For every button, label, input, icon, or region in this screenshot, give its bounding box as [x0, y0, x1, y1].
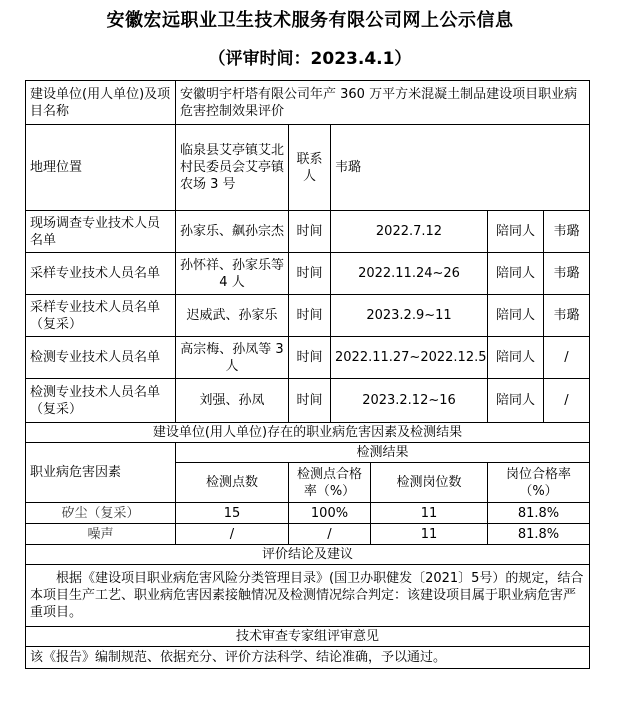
accompany-label: 陪同人: [488, 295, 544, 337]
location-label: 地理位置: [26, 125, 176, 211]
time-value: 2023.2.12~16: [331, 379, 488, 423]
staff-names: 孙家乐、飙孙宗杰: [176, 211, 289, 253]
time-label: 时间: [289, 295, 331, 337]
contact-label: 联系人: [289, 125, 331, 211]
staff-label: 采样专业技术人员名单（复采）: [26, 295, 176, 337]
conclusion-title: 评价结论及建议: [26, 545, 590, 565]
points-header: 检测点数: [176, 463, 289, 503]
pass-rate-header: 检测点合格率（%）: [289, 463, 371, 503]
posts-value: 11: [371, 503, 488, 524]
staff-row: [26, 211, 590, 253]
post-rate-value: 81.8%: [488, 503, 590, 524]
staff-names: 高宗梅、孙凤等 3 人: [176, 337, 289, 379]
time-value: 2022.11.24~26: [331, 253, 488, 295]
time-value: 2022.7.12: [331, 211, 488, 253]
factor-header: 职业病危害因素: [26, 443, 176, 503]
accompany-value: /: [544, 337, 590, 379]
results-header-row: [26, 443, 590, 463]
page-title: 安徽宏远职业卫生技术服务有限公司网上公示信息: [106, 10, 514, 31]
staff-names: 孙怀祥、孙家乐等 4 人: [176, 253, 289, 295]
factor-name: 矽尘（复采）: [26, 503, 176, 524]
staff-label: 现场调查专业技术人员名单: [26, 211, 176, 253]
conclusion-text-row: [26, 565, 590, 627]
points-value: 15: [176, 503, 289, 524]
time-label: 时间: [289, 337, 331, 379]
info-table: [25, 80, 590, 669]
factor-name: 噪声: [26, 524, 176, 545]
staff-label: 检测专业技术人员名单: [26, 337, 176, 379]
results-section-title: 建设单位(用人单位)存在的职业病危害因素及检测结果: [26, 423, 590, 443]
points-value: /: [176, 524, 289, 545]
time-value: 2023.2.9~11: [331, 295, 488, 337]
accompany-value: 韦璐: [544, 295, 590, 337]
accompany-label: 陪同人: [488, 337, 544, 379]
location-row: [26, 125, 590, 211]
posts-value: 11: [371, 524, 488, 545]
staff-row: [26, 379, 590, 423]
review-time: （评审时间：2023.4.1）: [208, 49, 412, 69]
accompany-value: /: [544, 379, 590, 423]
review-title-row: [26, 627, 590, 647]
review-title: 技术审查专家组评审意见: [26, 627, 590, 647]
accompany-label: 陪同人: [488, 379, 544, 423]
review-text: 该《报告》编制规范、依据充分、评价方法科学、结论准确，予以通过。: [26, 647, 590, 669]
staff-names: 迟威武、孙家乐: [176, 295, 289, 337]
time-label: 时间: [289, 379, 331, 423]
review-text-row: [26, 647, 590, 669]
posts-header: 检测岗位数: [371, 463, 488, 503]
contact-value: 韦璐: [331, 125, 590, 211]
accompany-label: 陪同人: [488, 253, 544, 295]
staff-row: [26, 253, 590, 295]
staff-row: [26, 295, 590, 337]
accompany-value: 韦璐: [544, 211, 590, 253]
pass-rate-value: /: [289, 524, 371, 545]
unit-label: 建设单位(用人单位)及项目名称: [26, 81, 176, 125]
staff-names: 刘强、孙凤: [176, 379, 289, 423]
result-row: [26, 524, 590, 545]
time-label: 时间: [289, 253, 331, 295]
location-value: 临泉县艾亭镇艾北村民委员会艾亭镇农场 3 号: [176, 125, 289, 211]
accompany-label: 陪同人: [488, 211, 544, 253]
time-value: 2022.11.27~2022.12.5: [331, 337, 488, 379]
staff-label: 采样专业技术人员名单: [26, 253, 176, 295]
staff-label: 检测专业技术人员名单（复采）: [26, 379, 176, 423]
post-rate-value: 81.8%: [488, 524, 590, 545]
staff-row: [26, 337, 590, 379]
accompany-value: 韦璐: [544, 253, 590, 295]
results-section-row: [26, 423, 590, 443]
detect-header: 检测结果: [176, 443, 590, 463]
conclusion-title-row: [26, 545, 590, 565]
time-label: 时间: [289, 211, 331, 253]
project-row: [26, 81, 590, 125]
result-row: [26, 503, 590, 524]
post-rate-header: 岗位合格率（%）: [488, 463, 590, 503]
pass-rate-value: 100%: [289, 503, 371, 524]
unit-value: 安徽明宇杆塔有限公司年产 360 万平方米混凝土制品建设项目职业病危害控制效果评价: [176, 81, 590, 125]
conclusion-text: 根据《建设项目职业病危害风险分类管理目录》(国卫办职健发〔2021〕5号）的规定，结合本项目生产工艺、职业病危害因素接触情况及检测情况综合判定：该建设项目属于职业病危害严重项目。: [26, 565, 590, 627]
